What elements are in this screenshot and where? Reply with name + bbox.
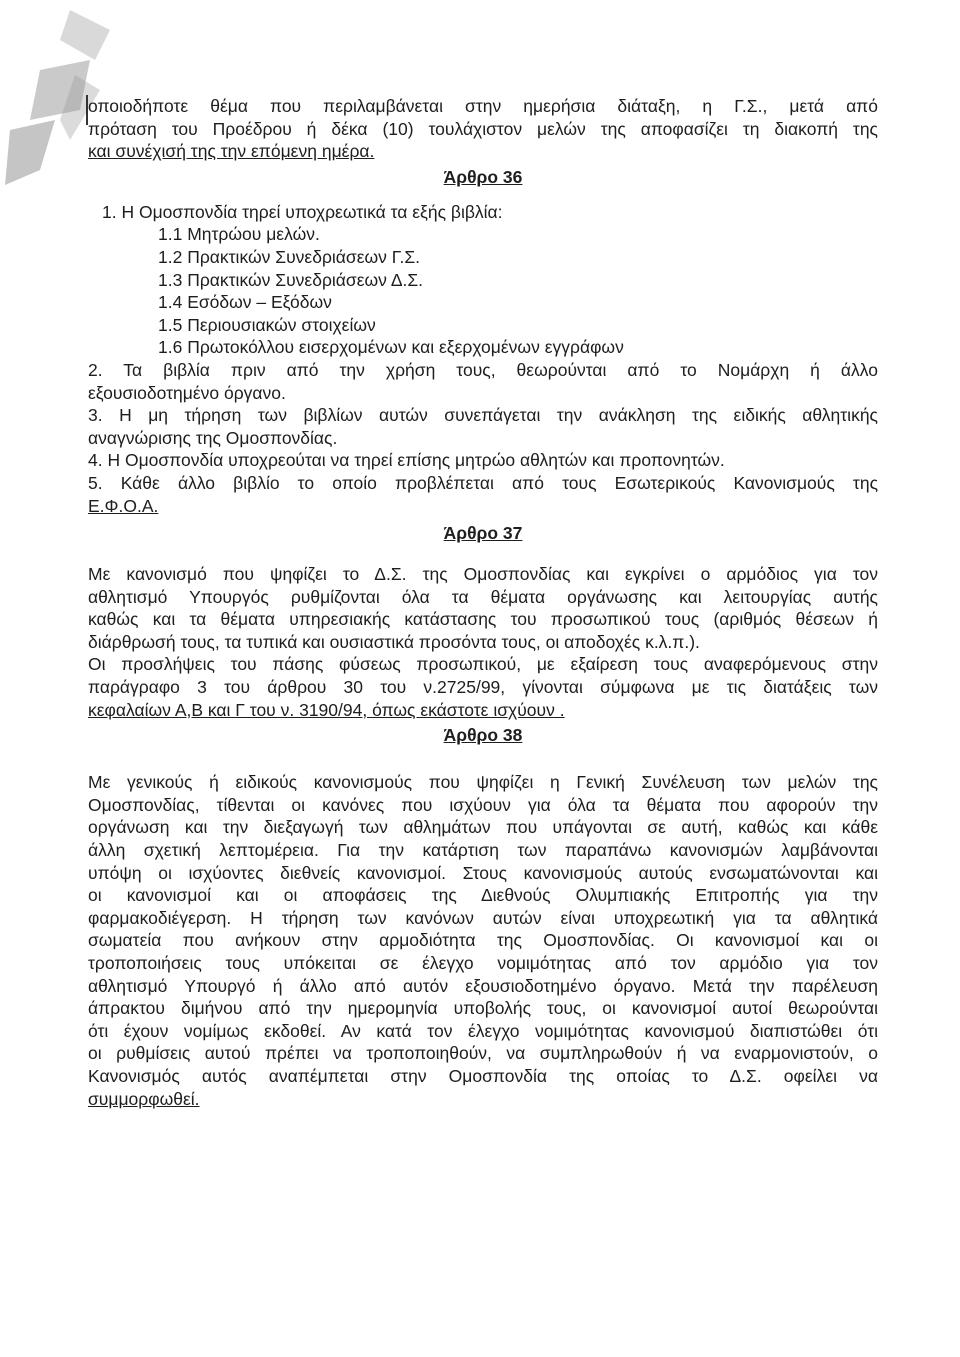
text-line: διάρθρωσή τους, τα τυπικά και ουσιαστικά προσόντα τους, οι αποδοχές κ.λ.π.). bbox=[88, 631, 700, 652]
text-line: 3. Η μη τήρηση των βιβλίων αυτών συνεπάγεται την ανάκληση της ειδικής αθλητικής bbox=[88, 405, 878, 426]
book-item: 1.6 Πρωτοκόλλου εισερχομένων και εξερχομένων εγγράφων bbox=[158, 337, 624, 358]
book-item: 1.2 Πρακτικών Συνεδριάσεων Γ.Σ. bbox=[158, 246, 421, 267]
text-line: σωματεία που ανήκουν στην αρμοδιότητα της Ομοσπονδίας. Οι κανονισμοί και οι bbox=[88, 930, 878, 951]
article-36-heading: Άρθρο 36 bbox=[443, 166, 523, 187]
book-item: 1.3 Πρακτικών Συνεδριάσεων Δ.Σ. bbox=[158, 269, 424, 290]
text-line: κεφαλαίων Α,Β και Γ του ν. 3190/94, όπως εκάστοτε ισχύουν . bbox=[88, 699, 565, 720]
article-36-item-3 bbox=[88, 404, 878, 449]
article-37-paragraph-1 bbox=[88, 563, 878, 653]
text-line: Οι προσλήψεις του πάσης φύσεως προσωπικού, με εξαίρεση τους αναφερόμενους στην bbox=[88, 654, 878, 675]
text-line: εξουσιοδοτημένο όργανο. bbox=[88, 382, 286, 403]
text-line: καθώς και τα θέματα υπηρεσιακής κατάστασης του προσωπικού τους (αριθμός θέσεων ή bbox=[88, 609, 878, 630]
text-line: 2. Τα βιβλία πριν από την χρήση τους, θεωρούνται από το Νομάρχη ή άλλο bbox=[88, 359, 878, 380]
text-line: αθλητισμό Υπουργός ρυθμίζονται όλα τα θέματα οργάνωσης και λειτουργίας αυτής bbox=[88, 586, 878, 607]
text-line: άπρακτου διμήνου από την ημερομηνία υποβολής τους, οι κανονισμοί αυτοί θεωρούνται bbox=[88, 998, 878, 1019]
document-page bbox=[88, 95, 878, 1110]
intro-paragraph bbox=[88, 95, 878, 163]
article-37-paragraph-2 bbox=[88, 653, 878, 721]
text-line: Ομοσπονδίας, τίθενται οι κανόνες που ισχύουν για όλα τα θέματα που αφορούν την bbox=[88, 794, 878, 815]
article-38-paragraph bbox=[88, 771, 878, 1110]
article-38-heading: Άρθρο 38 bbox=[443, 725, 523, 746]
text-line: αθλητισμό Υπουργό ή άλλο από αυτόν εξουσιοδοτημένο όργανο. Μετά την παρέλευση bbox=[88, 975, 878, 996]
text-line: οποιοδήποτε θέμα που περιλαμβάνεται στην ημερήσια διάταξη, η Γ.Σ., μετά από bbox=[88, 96, 878, 116]
text-line: αναγνώρισης της Ομοσπονδίας. bbox=[88, 427, 338, 448]
article-36-item-2 bbox=[88, 359, 878, 404]
text-line: οι κανονισμοί και οι αποφάσεις της Διεθνούς Ολυμπιακής Επιτροπής για την bbox=[88, 885, 878, 906]
text-line: και συνέχισή της την επόμενη ημέρα. bbox=[88, 141, 375, 162]
text-line: συμμορφωθεί. bbox=[88, 1088, 200, 1109]
article-36-item-4: 4. Η Ομοσπονδία υποχρεούται να τηρεί επίσης μητρώο αθλητών και προπονητών. bbox=[88, 450, 725, 471]
text-line: άλλη σχετική λεπτομέρεια. Για την κατάρτιση των παραπάνω κανονισμών λαμβάνονται bbox=[88, 840, 878, 861]
text-line: 5. Κάθε άλλο βιβλίο το οποίο προβλέπεται από τους Εσωτερικούς Κανονισμούς της bbox=[88, 472, 878, 493]
text-line: Κανονισμός αυτός αναπέμπεται στην Ομοσπονδία της οποίας το Δ.Σ. οφείλει να bbox=[88, 1065, 878, 1086]
text-line: Με κανονισμό που ψηφίζει το Δ.Σ. της Ομοσπονδίας και εγκρίνει ο αρμόδιος για τον bbox=[88, 564, 878, 585]
text-line: παράγραφο 3 του άρθρου 30 του ν.2725/99, γίνονται σύμφωνα με τις διατάξεις των bbox=[88, 677, 878, 698]
book-item: 1.5 Περιουσιακών στοιχείων bbox=[158, 314, 376, 335]
article-36-item-1: 1. Η Ομοσπονδία τηρεί υποχρεωτικά τα εξής βιβλία: bbox=[102, 201, 503, 222]
text-line: ότι έχουν νομίμως εκδοθεί. Αν κατά τον έλεγχο νομιμότητας κανονισμού διαπιστώθει ότι bbox=[88, 1020, 878, 1041]
text-line: οι ρυθμίσεις αυτού πρέπει να τροποποιηθούν, να συμπληρωθούν ή να εναρμονιστούν, ο bbox=[88, 1043, 878, 1064]
book-item: 1.4 Εσόδων – Εξόδων bbox=[158, 292, 332, 313]
text-line: τροποποιήσεις τους υπόκειται σε έλεγχο νομιμότητας από τον αρμόδιο για τον bbox=[88, 953, 878, 973]
text-line: οργάνωση και την διεξαγωγή των αθλημάτων που υπάγονται σε αυτή, καθώς και κάθε bbox=[88, 817, 878, 838]
text-line: πρόταση του Προέδρου ή δέκα (10) τουλάχιστον μελών της αποφασίζει τη διακοπή της bbox=[88, 118, 878, 139]
book-list bbox=[88, 223, 878, 359]
text-line: Με γενικούς ή ειδικούς κανονισμούς που ψηφίζει η Γενική Συνέλευση των μελών της bbox=[88, 772, 878, 793]
text-line: υπόψη οι ισχύοντες διεθνείς κανονισμοί. Στους κανονισμούς αυτούς ενσωματώνονται και bbox=[88, 862, 878, 883]
text-line: φαρμακοδιέγερση. Η τήρηση των κανόνων αυτών είναι υποχρεωτική για τα αθλητικά bbox=[88, 907, 878, 928]
book-item: 1.1 Μητρώου μελών. bbox=[158, 224, 320, 245]
article-37-heading: Άρθρο 37 bbox=[443, 523, 523, 544]
text-line: Ε.Φ.Ο.Α. bbox=[88, 495, 159, 516]
article-36-item-5 bbox=[88, 472, 878, 517]
